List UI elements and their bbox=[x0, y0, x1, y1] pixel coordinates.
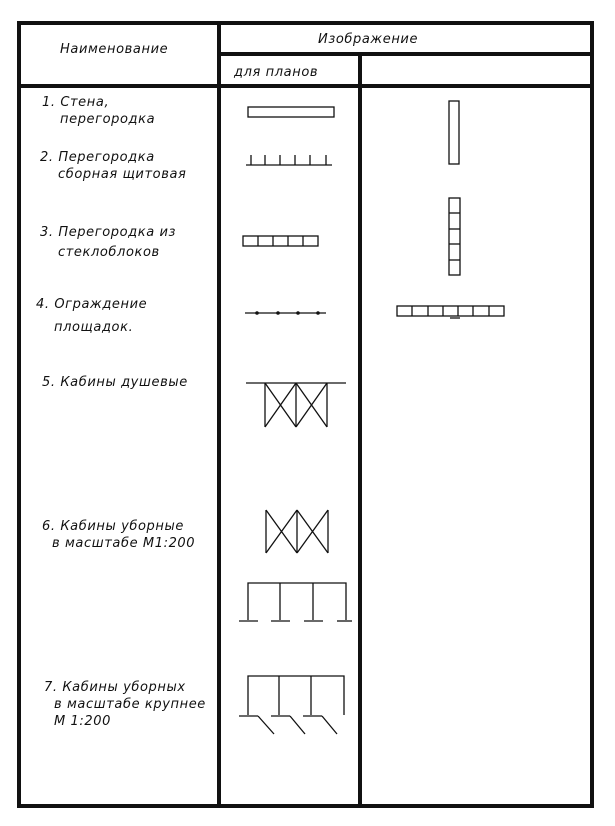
shower-cabins-symbol bbox=[246, 383, 346, 427]
row-5-label bbox=[42, 374, 188, 391]
wall-bar-symbol bbox=[248, 107, 334, 117]
row-2-line-1: 2. Перегородка bbox=[40, 150, 155, 165]
row-3-label bbox=[40, 224, 176, 261]
wall-bar-vertical-symbol bbox=[449, 101, 459, 164]
railing-segmented-symbol bbox=[397, 306, 504, 318]
row-3-line-2: стеклоблоков bbox=[58, 245, 160, 260]
row-7-line-3: М 1:200 bbox=[54, 714, 112, 729]
row-6-label bbox=[42, 518, 195, 552]
row-1-label bbox=[42, 94, 155, 128]
row-2-label bbox=[40, 149, 186, 183]
row-6-line-2: в масштабе М1:200 bbox=[52, 536, 196, 551]
row-7-line-1: 7. Кабины уборных bbox=[44, 680, 186, 695]
toilet-cabins-small-scale-symbol bbox=[266, 510, 328, 553]
row-1-line-1: 1. Стена, bbox=[42, 95, 110, 110]
row-7-label bbox=[44, 679, 206, 730]
glass-block-partition-symbol bbox=[243, 236, 318, 246]
row-6-line-1: 6. Кабины уборные bbox=[42, 519, 184, 534]
row-3-line-1: 3. Перегородка из bbox=[40, 225, 177, 240]
plans-subcolumn-header: для планов bbox=[234, 65, 319, 80]
glass-block-partition-vertical-symbol bbox=[449, 198, 460, 275]
platform-railing-symbol bbox=[245, 311, 326, 315]
row-4-line-2: площадок. bbox=[54, 320, 134, 335]
row-5-line-1: 5. Кабины душевые bbox=[42, 375, 188, 390]
image-column-header: Изображение bbox=[318, 32, 419, 47]
panel-partition-symbol bbox=[246, 155, 332, 165]
row-2-line-2: сборная щитовая bbox=[58, 167, 187, 182]
toilet-cabins-plan-symbol bbox=[239, 583, 352, 621]
row-7-line-2: в масштабе крупнее bbox=[54, 697, 206, 712]
row-4-label bbox=[36, 296, 147, 336]
row-1-line-2: перегородка bbox=[60, 112, 156, 127]
name-column-header: Наименование bbox=[60, 42, 169, 57]
row-4-line-1: 4. Ограждение bbox=[36, 297, 148, 312]
toilet-cabins-large-scale-symbol bbox=[239, 676, 344, 734]
